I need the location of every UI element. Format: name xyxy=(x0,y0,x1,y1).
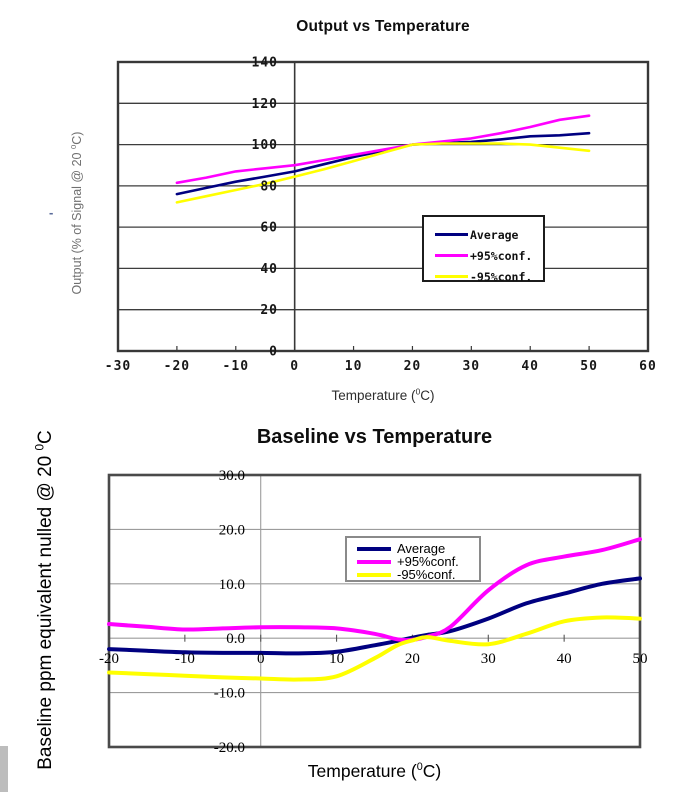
x-axis-label-sup: 0 xyxy=(415,386,421,397)
y-axis-label-text: C) xyxy=(70,131,84,145)
y-axis-label-text: Baseline ppm equivalent nulled @ 20 xyxy=(35,450,56,770)
x-tick-label: 20 xyxy=(403,359,422,374)
x-axis-label-text: Temperature ( xyxy=(331,388,416,403)
baseline-y-axis-label xyxy=(35,430,57,770)
legend-item-minus95 xyxy=(357,568,479,581)
y-tick-label: -10.0 xyxy=(213,685,245,702)
legend-item-average xyxy=(435,224,543,245)
y-tick-label: 140 xyxy=(251,55,278,71)
stray-mark-artifact: - xyxy=(49,205,54,220)
legend-label: -95%conf. xyxy=(397,567,456,582)
x-tick-label: 40 xyxy=(521,359,540,374)
series-line-95conf xyxy=(177,116,589,183)
y-tick-label: -20.0 xyxy=(213,740,245,756)
y-tick-label: 100 xyxy=(251,138,278,154)
average-line-swatch xyxy=(357,547,391,551)
y-tick-label: 20.0 xyxy=(218,522,245,539)
x-tick-label: 50 xyxy=(632,651,648,667)
y-axis-label-sup: 0 xyxy=(68,144,78,150)
baseline-chart-title: Baseline vs Temperature xyxy=(256,426,493,448)
legend-label: -95%conf. xyxy=(470,269,533,284)
series-line-95conf xyxy=(177,144,589,203)
y-tick-label: 60 xyxy=(260,220,278,236)
x-tick-label: 20 xyxy=(404,651,420,667)
y-axis-label-sup: 0 xyxy=(33,443,47,451)
series-line-average xyxy=(109,578,640,653)
y-tick-label: 0 xyxy=(269,344,278,360)
x-tick-label: 10 xyxy=(329,651,345,667)
y-tick-label: 10.0 xyxy=(218,576,245,593)
plot-border xyxy=(109,475,640,747)
plus95-line-swatch xyxy=(435,254,468,257)
x-tick-label: 10 xyxy=(344,359,363,374)
x-tick-label: 30 xyxy=(462,359,481,374)
average-line-swatch xyxy=(435,233,468,236)
plot-border xyxy=(118,62,648,351)
minus95-line-swatch xyxy=(435,275,468,278)
output-chart-legend xyxy=(422,215,545,282)
x-tick-label: 0 xyxy=(290,359,300,374)
y-tick-label: 40 xyxy=(260,261,278,277)
y-tick-label: 0.0 xyxy=(226,631,245,648)
y-axis-label-text: Output (% of Signal @ 20 xyxy=(70,149,84,295)
x-tick-label: 40 xyxy=(556,651,572,667)
y-axis-label-text: C xyxy=(35,430,56,444)
minus95-line-swatch xyxy=(357,573,391,577)
x-tick-label: 30 xyxy=(480,651,496,667)
baseline-chart-legend xyxy=(345,536,481,582)
output-y-axis-label xyxy=(70,132,84,295)
x-tick-label: -10 xyxy=(222,359,250,374)
legend-label: +95%conf. xyxy=(470,248,533,263)
x-tick-label: 60 xyxy=(639,359,657,374)
legend-label: Average xyxy=(397,541,446,556)
legend-item-minus95 xyxy=(435,266,543,287)
plus95-line-swatch xyxy=(357,560,391,564)
y-tick-label: 120 xyxy=(251,96,278,112)
output-x-axis-label xyxy=(118,388,648,403)
x-tick-label: -20 xyxy=(99,651,119,667)
x-tick-label: 0 xyxy=(256,651,265,667)
x-tick-label: -10 xyxy=(174,651,195,667)
scan-artifact xyxy=(0,746,8,792)
legend-item-plus95 xyxy=(435,245,543,266)
y-tick-label: 80 xyxy=(260,179,278,195)
output-chart-title: Output vs Temperature xyxy=(296,18,470,35)
legend-label: +95%conf. xyxy=(397,554,459,569)
x-tick-label: -20 xyxy=(163,359,191,374)
y-tick-label: 20 xyxy=(260,303,278,319)
series-line-average xyxy=(177,133,589,194)
x-tick-label: -30 xyxy=(104,359,132,374)
x-axis-label-text: C) xyxy=(420,388,435,403)
legend-label: Average xyxy=(470,227,519,242)
y-tick-label: 30.0 xyxy=(218,468,245,484)
series-line-95conf xyxy=(109,617,640,679)
x-tick-label: 50 xyxy=(580,359,598,374)
x-axis-label-text: C) xyxy=(422,761,442,781)
x-axis-label-sup: 0 xyxy=(416,761,423,774)
baseline-x-axis-label xyxy=(109,761,640,782)
x-axis-label-text: Temperature ( xyxy=(307,761,417,781)
